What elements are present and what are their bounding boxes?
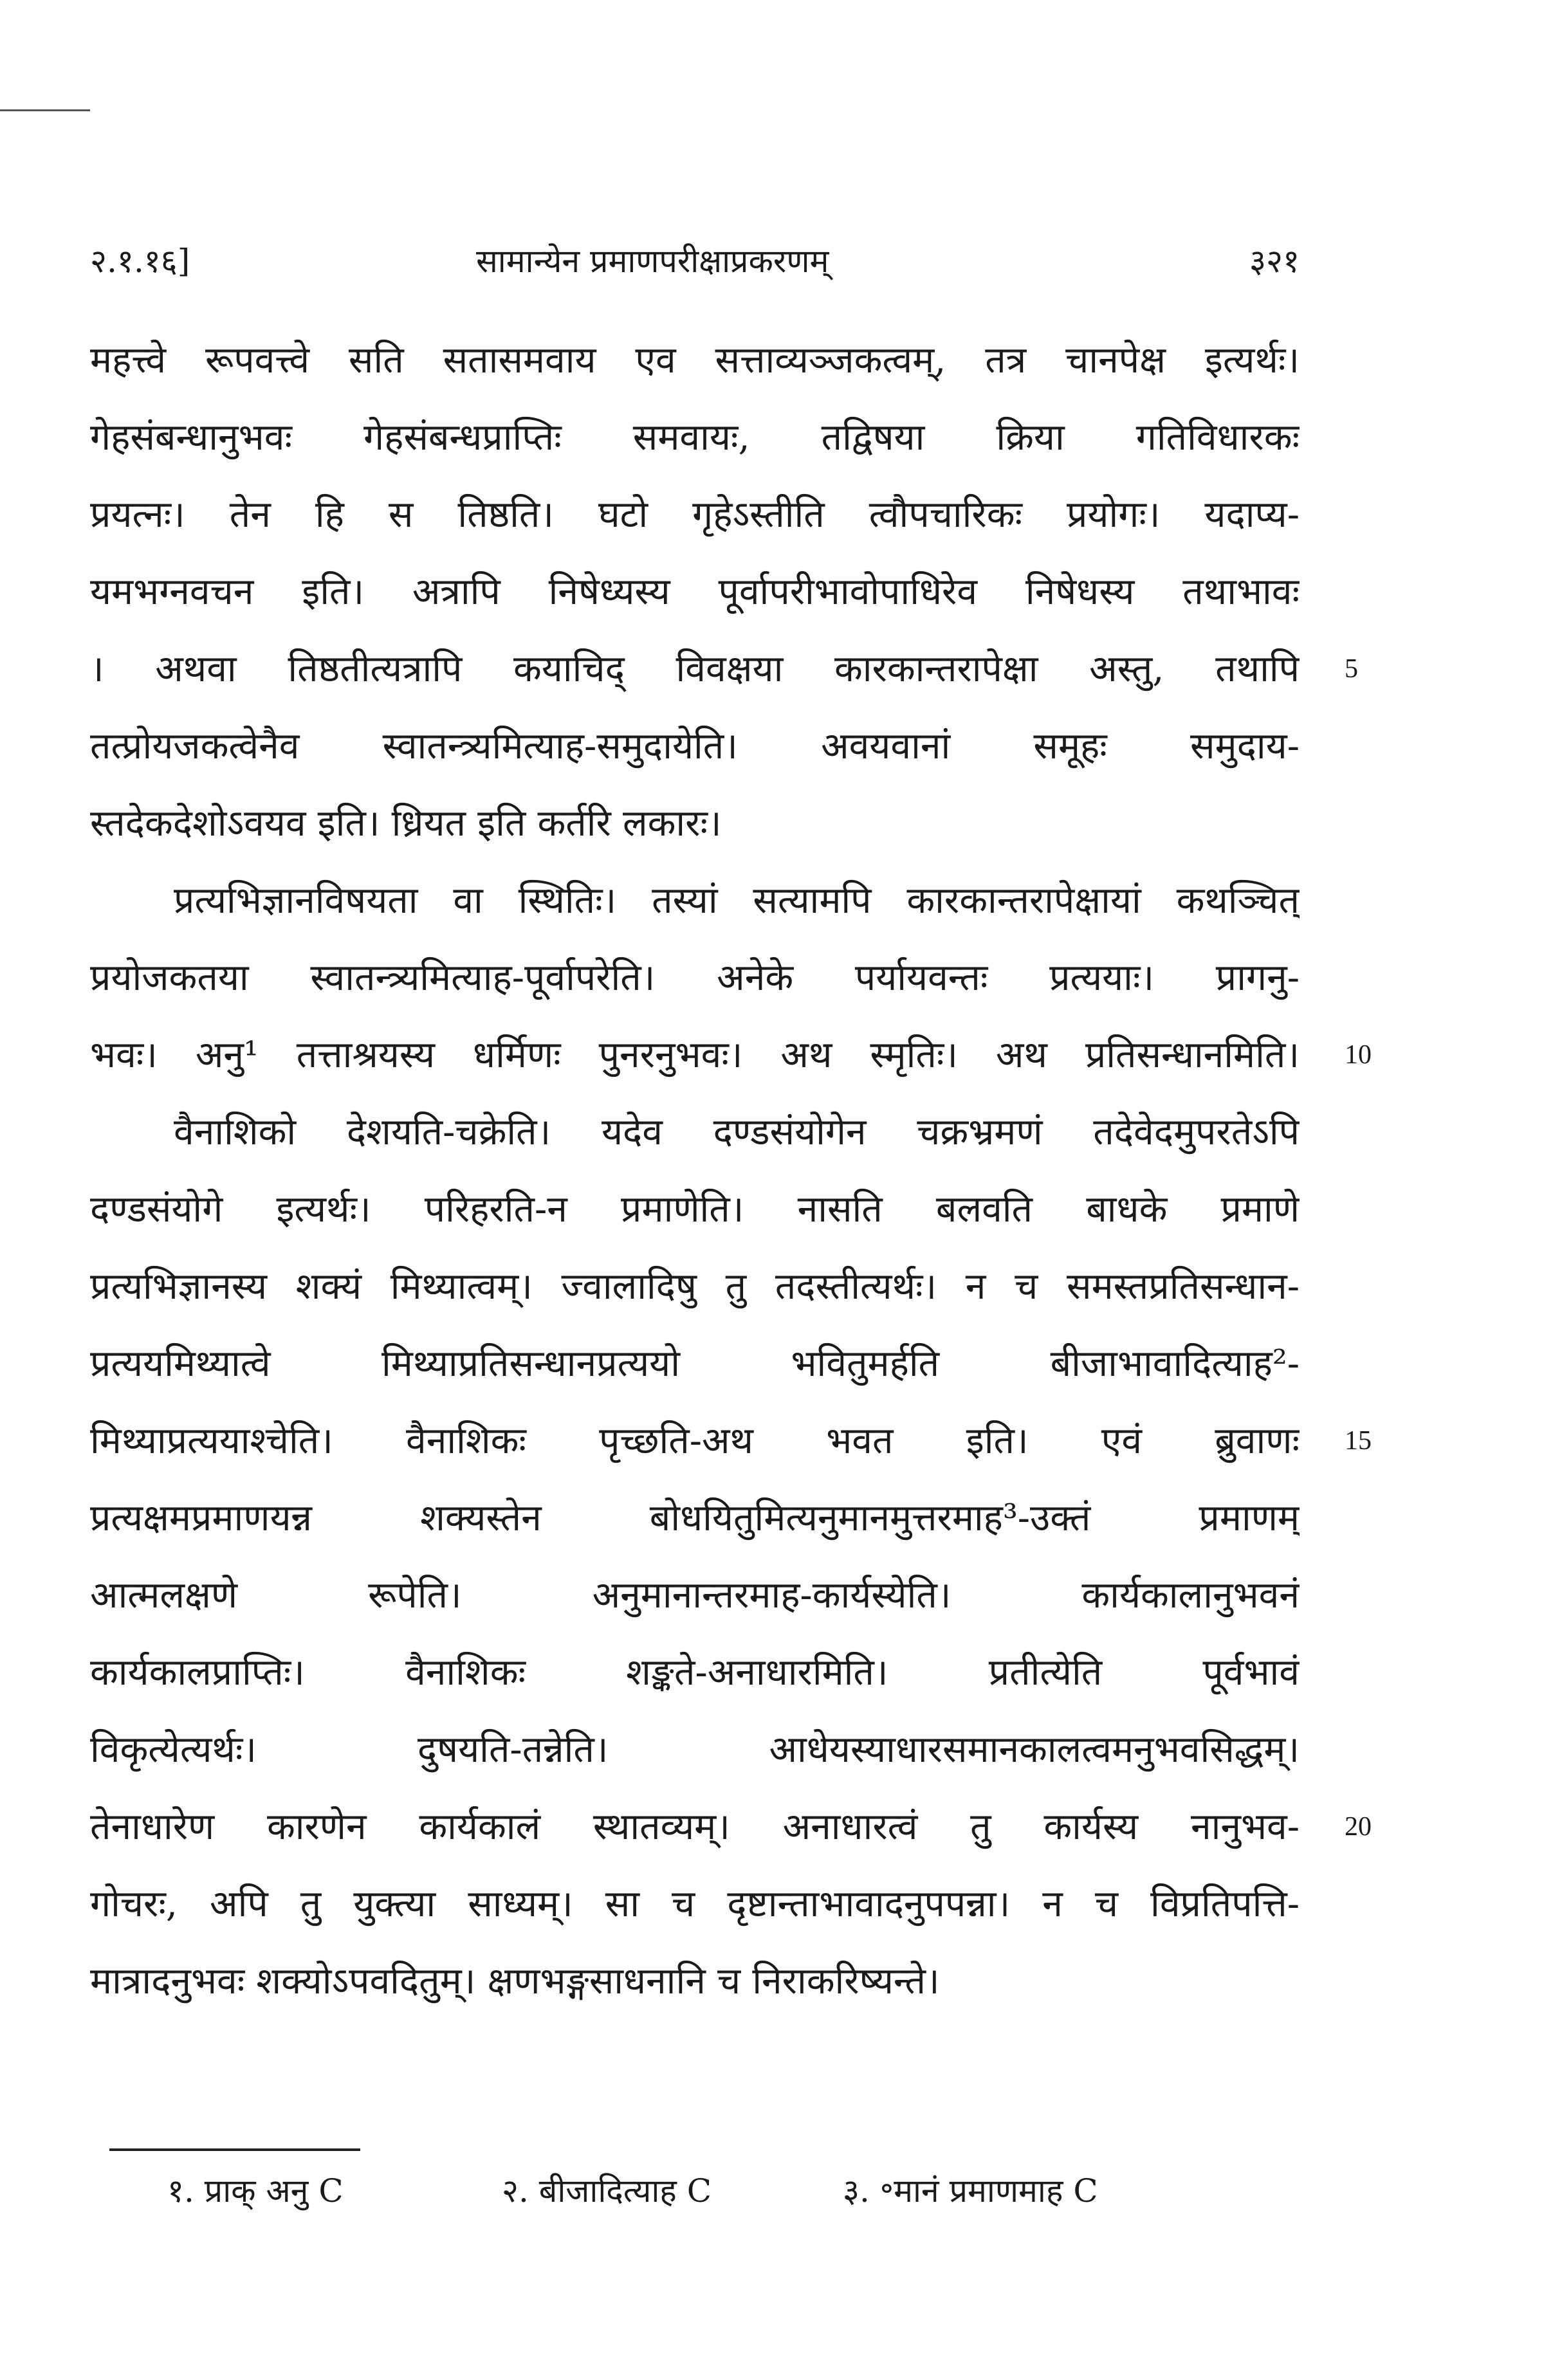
running-title: सामान्येन प्रमाणपरीक्षाप्रकरणम्	[476, 243, 829, 280]
section-number: २.१.१६]	[90, 243, 190, 280]
line-number-10: 10	[1345, 1040, 1372, 1070]
top-left-rule	[0, 109, 90, 111]
text-line: प्रत्यक्षमप्रमाणयन्न शक्यस्तेन बोधयितुमित्यनुमानमुत्तरमाह³-उक्तं प्रमाणम्	[90, 1497, 1300, 1539]
text-line: मिथ्याप्रत्ययाश्चेति। वैनाशिकः पृच्छति-अथ भवत इति। एवं ब्रुवाणः	[90, 1420, 1300, 1462]
footnote-1: १. प्राक् अनु C	[167, 2172, 344, 2210]
running-header	[90, 238, 1300, 302]
footnote-2: २. बीजादित्याह C	[502, 2172, 712, 2210]
text-line: तेनाधारेण कारणेन कार्यकालं स्थातव्यम्। अनाधारत्वं तु कार्यस्य नानुभव-	[90, 1806, 1300, 1848]
text-line: गोचरः, अपि तु युक्त्या साध्यम्। सा च दृष्टान्ताभावादनुपपन्ना। न च विप्रतिपत्ति-	[90, 1883, 1300, 1925]
footnotes	[167, 2168, 1261, 2226]
text-line: प्रयत्नः। तेन हि स तिष्ठति। घटो गृहेऽस्तीति त्वौपचारिकः प्रयोगः। यदाप्य-	[90, 493, 1300, 536]
footnote-rule	[109, 2148, 360, 2151]
text-line: महत्त्वे रूपवत्त्वे सति सतासमवाय एव सत्ताव्यञ्जकत्वम्, तत्र चानपेक्ष इत्यर्थः।	[90, 339, 1300, 381]
line-number-5: 5	[1345, 654, 1358, 684]
text-line: स्तदेकदेशोऽवयव इति। ध्रियत इति कर्तरि लकारः।	[90, 802, 722, 845]
text-line: मात्रादनुभवः शक्योऽपवदितुम्। क्षणभङ्गसाधनानि च निराकरिष्यन्ते।	[90, 1960, 940, 2002]
line-number-15: 15	[1345, 1426, 1372, 1456]
footnote-3: ३. ॰मानं प्रमाणमाह C	[843, 2172, 1098, 2210]
text-line: तत्प्रोयजकत्वेनैव स्वातन्त्र्यमित्याह-समुदायेति। अवयवानां समूहः समुदाय-	[90, 725, 1300, 767]
text-line: प्रत्यभिज्ञानस्य शक्यं मिथ्यात्वम्। ज्वालादिषु तु तदस्तीत्यर्थः। न च समस्तप्रतिसन्धान-	[90, 1265, 1300, 1308]
text-line: । अथवा तिष्ठतीत्यत्रापि कयाचिद् विवक्षया कारकान्तरापेक्षा अस्तु, तथापि	[90, 648, 1300, 690]
text-line: भवः। अनु¹ तत्ताश्रयस्य धर्मिणः पुनरनुभवः। अथ स्मृतिः। अथ प्रतिसन्धानमिति।	[90, 1034, 1300, 1076]
main-text	[90, 322, 1300, 2020]
text-line: दण्डसंयोगे इत्यर्थः। परिहरति-न प्रमाणेति। नासति बलवति बाधके प्रमाणे	[90, 1188, 1300, 1231]
text-line: यमभग्नवचन इति। अत्रापि निषेध्यस्य पूर्वापरीभावोपाधिरेव निषेधस्य तथाभावः	[90, 571, 1300, 613]
text-line: प्रयोजकतया स्वातन्त्र्यमित्याह-पूर्वापरेति। अनेके पर्यायवन्तः प्रत्ययाः। प्रागनु-	[90, 957, 1300, 999]
text-line: प्रत्यभिज्ञानविषयता वा स्थितिः। तस्यां सत्यामपि कारकान्तरापेक्षायां कथञ्चित्	[174, 879, 1300, 922]
text-line: कार्यकालप्राप्तिः। वैनाशिकः शङ्कते-अनाधारमिति। प्रतीत्येति पूर्वभावं	[90, 1651, 1300, 1694]
text-line: वैनाशिको देशयति-चक्रेति। यदेव दण्डसंयोगेन चक्रभ्रमणं तदेवेदमुपरतेऽपि	[174, 1111, 1300, 1153]
page-number: ३२१	[1249, 243, 1300, 280]
text-line: विकृत्येत्यर्थः। दुषयति-तन्नेति। आधेयस्याधारसमानकालत्वमनुभवसिद्धम्।	[90, 1728, 1300, 1771]
line-number-20: 20	[1345, 1812, 1372, 1842]
text-line: आत्मलक्षणे रूपेति। अनुमानान्तरमाह-कार्यस्येति। कार्यकालानुभवनं	[90, 1574, 1300, 1616]
text-line: प्रत्ययमिथ्यात्वे मिथ्याप्रतिसन्धानप्रत्ययो भवितुमर्हति बीजाभावादित्याह²-	[90, 1342, 1300, 1385]
text-line: गेहसंबन्धानुभवः गेहसंबन्धप्राप्तिः समवायः, तद्विषया क्रिया गतिविधारकः	[90, 416, 1300, 459]
